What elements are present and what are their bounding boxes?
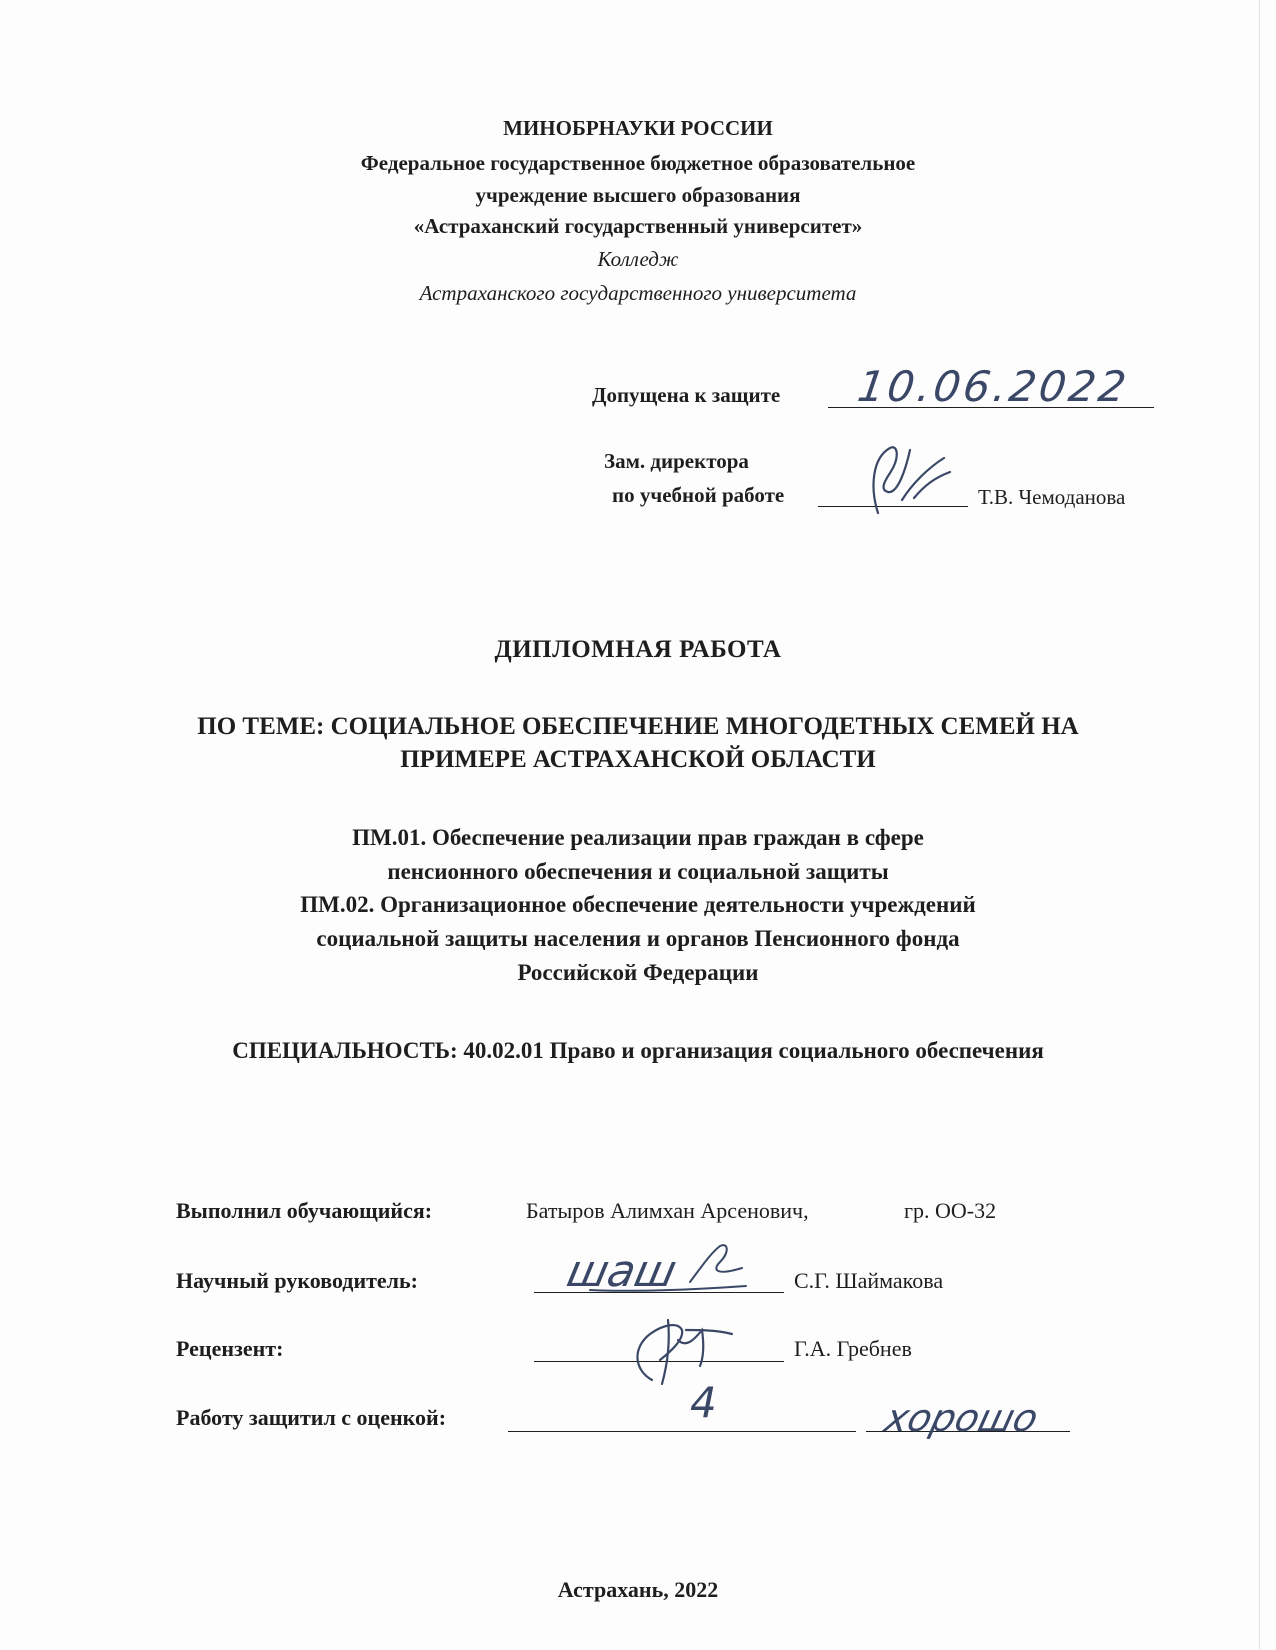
deputy-name: Т.В. Чемоданова	[978, 485, 1126, 509]
theme-line-2: ПРИМЕРЕ АСТРАХАНСКОЙ ОБЛАСТИ	[400, 746, 876, 773]
institution-line-2: учреждение высшего образования	[475, 183, 801, 207]
supervisor-signature: шаш	[562, 1246, 681, 1297]
grade-number-handwritten: 4	[690, 1378, 717, 1427]
institution-line-1: Федеральное государственное бюджетное образовательное	[360, 151, 916, 175]
grade-label: Работу защитил с оценкой:	[176, 1405, 447, 1430]
supervisor-label: Научный руководитель:	[176, 1268, 418, 1293]
city-year: Астрахань, 2022	[557, 1577, 719, 1602]
ministry-heading: МИНОБРНАУКИ РОССИИ	[503, 116, 773, 140]
work-type-title: ДИПЛОМНАЯ РАБОТА	[494, 636, 782, 663]
reviewer-label: Рецензент:	[176, 1336, 284, 1361]
specialty-line: СПЕЦИАЛЬНОСТЬ: 40.02.01 Право и организация социального обеспечения	[232, 1038, 1044, 1063]
supervisor-signature-flourish	[570, 1232, 750, 1302]
grade-number-line	[508, 1431, 856, 1432]
pm02-line-2: социальной защиты населения и органов Пенсионного фонда	[316, 926, 960, 951]
deputy-label-line-1: Зам. директора	[604, 449, 749, 473]
pm01-line-2: пенсионного обеспечения и социальной защиты	[387, 859, 889, 884]
college-line-1: Колледж	[597, 247, 679, 271]
student-name: Батыров Алимхан Арсенович,	[526, 1198, 809, 1223]
reviewer-name: Г.А. Гребнев	[794, 1336, 912, 1361]
admitted-label: Допущена к защите	[592, 383, 781, 407]
deputy-label-line-2: по учебной работе	[612, 483, 785, 507]
university-name: «Астраханский государственный университет»	[413, 214, 863, 238]
supervisor-name: С.Г. Шаймакова	[794, 1268, 944, 1293]
deputy-signature-image	[840, 428, 960, 528]
college-line-2: Астраханского государственного университета	[419, 281, 857, 305]
grade-word-handwritten: хорошо	[880, 1396, 1043, 1440]
admitted-date-handwritten: 10.06.2022	[854, 362, 1132, 411]
pm02-line-3: Российской Федерации	[517, 960, 759, 985]
reviewer-signature-image	[620, 1300, 740, 1390]
pm01-line-1: ПМ.01. Обеспечение реализации прав граждан в сфере	[352, 825, 924, 850]
student-group: гр. ОО-32	[904, 1198, 997, 1223]
pm02-line-1: ПМ.02. Организационное обеспечение деятельности учреждений	[300, 892, 976, 917]
student-label: Выполнил обучающийся:	[176, 1198, 433, 1223]
theme-line-1: ПО ТЕМЕ: СОЦИАЛЬНОЕ ОБЕСПЕЧЕНИЕ МНОГОДЕТНЫХ СЕМЕЙ НА	[197, 713, 1079, 740]
